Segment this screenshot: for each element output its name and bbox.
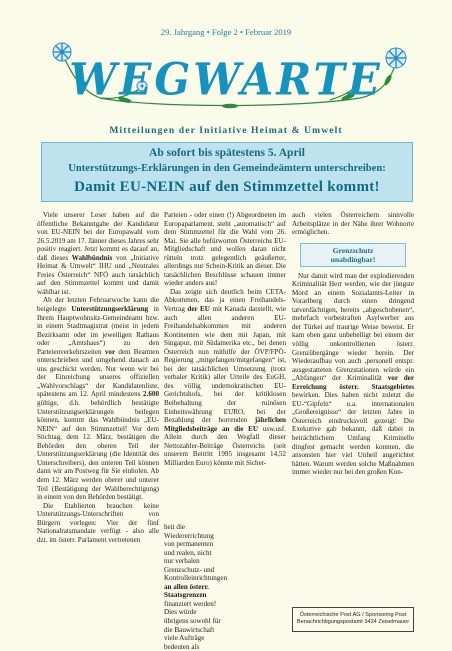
paragraph: Das zeigte sich deutlich beim CETA-Abkommen, das ja einen Freihandels-Vertrag der EU mit Kanada darstellt, wie auch allen anderen EU-Freihandelsabkommen mit anderen Kontinenten wie dem mit Japan, mit Singapur, mit Südamerika etc., bei denen Österreich nun mithilfe der ÖVP/FPÖ-Regierung „mitgefangen/mitgefangen“ ist, bei der tatsächlichen Umsetzung (trotz verbaler Kritik) aller Urteile des EuGH, des völlig undemokratischen EU-Gerichtshofs, bei der kritiklosen Beibehaltung der ruinösen Einheitswährung EURO, bei der Bezahlung der horrenden jährlichen Mitgliedsbeiträge an die EU usw.usf. Allein durch den Wegfall dieser Nettozahler-Beiträge Österreichs (seit unserem Beitritt 1995 insgesamt 14,52 Milliarden Euro) könnte mit Sicher- [164, 287, 287, 467]
article-column-2-tail: heit die Wiedererrichtung von permanenten und realen, nicht nur verbalen Grenzschutz- und Kontrolleinrichtungen an allen österr. Staatsgrenzen finanziert werden! Dies würde übrigens sowohl für die Bauwirtschaft viele Aufträge bedeuten als [164, 523, 228, 651]
postal-notice: Österreichische Post AG / Sponsoring Post Benachrichtigungspostamt 3424 Zeiselmauer [292, 607, 414, 632]
masthead [30, 42, 422, 114]
sidebox-heading: Grenzschutz unabdingbar! [300, 243, 406, 267]
paragraph: Ab der letzten Februarwoche kann die beigelegte Unterstützungserklärung in Ihrem Hauptwohnsitz-Gemeindeamt bzw. in einem Stadtmagistrat (meist in jedem Bezirksamt oder im jeweiligen Rathaus oder „Amtshaus“) zu den Parteienverkehrszeiten vor dem Beamten unterschrieben und umgehend danach an uns geschickt werden. Nur wenn wir bei der Einreichung unseres offiziellen „Wahlvorschlags“ der Kandidatenliste, spätestens am 12. April mindestens 2.600 gültige, d.h. behördlich bestätigte Unterstützungserklärungen beilegen können, kommt das Wahlbündnis „EU-NEIN“ auf den Stimmzettel! Vor dem Stichtag, dem 12. März, bestätigen die Behörden den oberen Teil der Unterstützungserklärung (die Identität des Unterschreibers), den unteren Teil können dann wir am Postweg für Sie einholen. Ab dem 12. März werden oberer und unterer Teil (Bestätigung der Wahlberechtigung) in einem von den Behörden bestätigt. [37, 296, 160, 502]
paragraph: auch vielen Österreichern sinnvolle Arbeitsplätze in der Nähe ihrer Wohnorte ermöglichen. [292, 211, 414, 237]
masthead-title: WEGWARTE [69, 53, 383, 106]
article-column-3 [292, 211, 414, 477]
issue-line: 29. Jahrgang • Folge 2 • Februar 2019 [160, 27, 292, 37]
paragraph: Die Etablierten brauchen keine Unterstützungs-Unterschriften von Bürgern vorlegen: Vier der fünf Nationalratsmandate verfügt - also alle dzt. im österr. Parlament vertretenen [37, 501, 159, 544]
paragraph: Nur damit wird man der explodierenden Kriminalität Herr werden, wie der jüngste Mord an einem Sozialamts-Leiter in Vorarlberg durch einen dringend tatverdächtigen, bereits „abgeschobenen“, mehrfach vorbestraften Asylwerber aus der Türkei auf traurige Weise beweist. Er kam eben ganz unbehelligt bei einem der völlig unkontrollierten österr. Grenzübergänge wieder herein. Der Wiederaufbau von auch ‚personell entspr. ausgestatteten Grenzstationen würde ein „Abfangen“ der Kriminalität vor der Erreichung österr. Staatsgebietes bewirken. Dies haben nicht zuletzt die EU-“Gipfeln“ u.a. internationalen „Großereignisse“ der letzten Jahre in Österreich eindrucksvoll gezeigt: Die Exekutive gab bekannt, daß dabei in beträchtlichem Umfang Kriminelle dingfest gemacht werden konnten, die ansonsten hier viel Unheil angerichtet hätten. Warum werden solche Maßnahmen immer wieder nur bei den großen Kon- [292, 271, 414, 477]
headline-banner [41, 142, 413, 202]
article-column-2 [164, 211, 286, 467]
paragraph: Parteien - oder einen (!) Abgeordneten im Europaparlament, steht „automatisch“ auf dem Stimmzettel für die Wahl vom 26. Mai. Sie alle befürworten Österreichs EU-Mitgliedschaft und wollen daran nicht rütteln trotz gelegentlich geäußerter, allerdings nur Schein-Kritik an dieser. Die tatsächlichen Beschlüsse schauen immer wieder anders aus! [164, 211, 286, 288]
banner-headline: Damit EU-NEIN auf den Stimmzettel kommt! [74, 179, 380, 195]
paragraph: Viele unserer Leser haben auf die öffentliche Bekanntgabe der Kandidatur von EU-NEIN bei der Europawahl vom 26.5.2019 am 17. Jänner dieses Jahres sehr positiv reagiert. Jetzt kommt es darauf an, daß dieses Wahlbündnis von „Initiative Heimat & Umwelt“ IHU und „Neutrales Freies Österreich“ NFÖ auch tatsächlich auf den Stimmzettel kommt und damit wählbar ist. [37, 211, 159, 296]
masthead-subtitle: Mitteilungen der Initiative Heimat & Umwelt [109, 125, 343, 136]
banner-instruction: Unterstützungs-Erklärungen in den Gemeindeämtern unterschreiben: [68, 163, 386, 174]
banner-deadline: Ab sofort bis spätestens 5. April [149, 147, 305, 159]
article-column-1 [37, 211, 159, 544]
